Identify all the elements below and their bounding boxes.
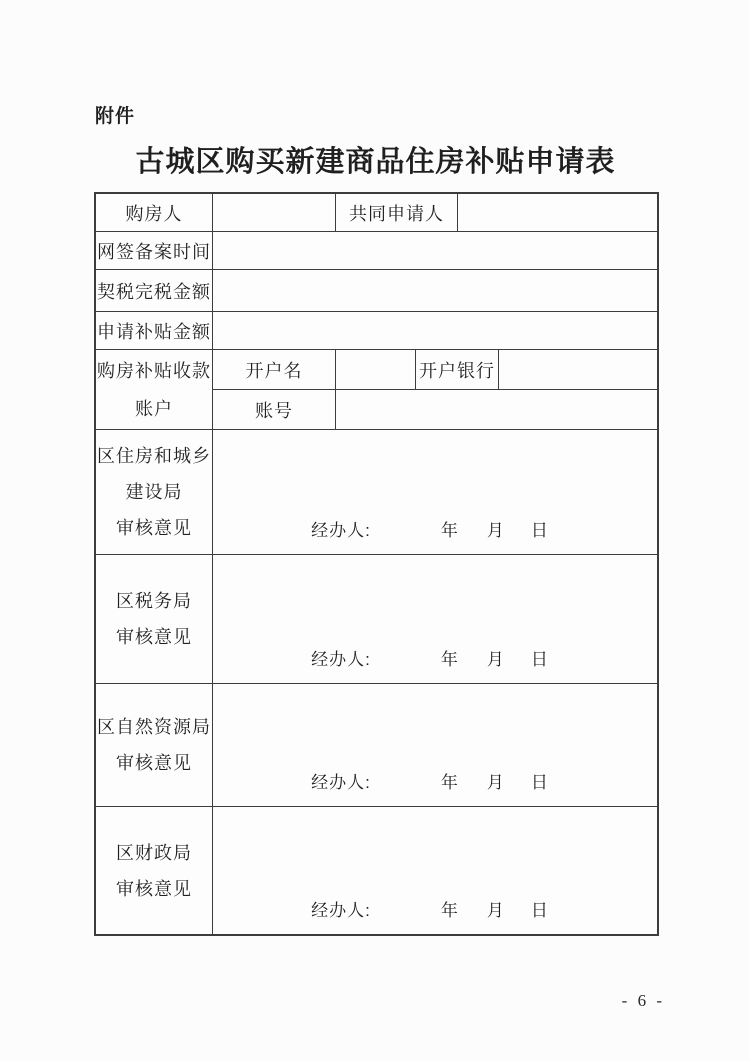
date-year-label: 年	[440, 901, 459, 920]
handler-date-line	[311, 768, 553, 793]
tax-bureau-review-label	[96, 555, 213, 683]
subsidy-amount-label: 申请补贴金额	[96, 312, 213, 349]
handler-date-line	[311, 645, 553, 670]
deed-tax-amount-value-cell	[213, 270, 657, 311]
handler-label: 经办人:	[311, 901, 371, 920]
co-applicant-value-cell	[458, 194, 657, 231]
review-label-line: 区自然资源局	[97, 717, 211, 737]
row-buyer	[96, 194, 657, 232]
buyer-value-cell	[213, 194, 336, 231]
handler-label: 经办人:	[311, 650, 371, 669]
review-label-line: 区住房和城乡	[97, 446, 211, 466]
date-day-label: 日	[530, 650, 549, 669]
subsidy-application-table	[94, 192, 659, 936]
review-label-line: 审核意见	[116, 518, 192, 538]
date-month-label: 月	[486, 901, 505, 920]
bank-value-cell	[499, 350, 657, 390]
review-label-line: 审核意见	[116, 878, 192, 899]
review-row-housing-bureau	[96, 430, 657, 555]
natural-resources-bureau-opinion-area	[213, 684, 657, 806]
date-month-label: 月	[486, 650, 505, 669]
finance-bureau-review-label	[96, 807, 213, 934]
review-label-line: 区税务局	[116, 591, 192, 611]
housing-bureau-opinion-area	[213, 430, 657, 554]
bank-label: 开户银行	[416, 350, 499, 390]
subrow-account-number	[213, 390, 657, 430]
account-number-value-cell	[336, 390, 657, 430]
deed-tax-amount-label: 契税完税金额	[96, 270, 213, 311]
row-deed-tax-amount	[96, 270, 657, 312]
date-day-label: 日	[530, 901, 549, 920]
review-row-tax-bureau	[96, 555, 657, 684]
account-name-label: 开户名	[213, 350, 336, 390]
date-day-label: 日	[530, 773, 549, 792]
subrow-account-name-bank	[213, 350, 657, 390]
review-row-natural-resources-bureau	[96, 684, 657, 807]
row-receiving-account	[96, 350, 657, 430]
finance-bureau-opinion-area	[213, 807, 657, 934]
date-year-label: 年	[440, 521, 459, 540]
receiving-account-label	[96, 350, 213, 429]
date-month-label: 月	[486, 773, 505, 792]
date-day-label: 日	[530, 521, 549, 540]
account-number-label: 账号	[213, 390, 336, 430]
account-name-value-cell	[336, 350, 416, 390]
tax-bureau-opinion-area	[213, 555, 657, 683]
row-online-sign-time	[96, 232, 657, 270]
date-month-label: 月	[486, 521, 505, 540]
handler-label: 经办人:	[311, 521, 371, 540]
online-sign-time-label: 网签备案时间	[96, 232, 213, 269]
row-subsidy-amount	[96, 312, 657, 350]
buyer-label: 购房人	[96, 194, 213, 231]
form-title: 古城区购买新建商品住房补贴申请表	[135, 146, 616, 178]
online-sign-time-value-cell	[213, 232, 657, 269]
handler-date-line	[311, 896, 553, 921]
handler-label: 经办人:	[311, 773, 371, 792]
review-label-line: 建设局	[125, 482, 183, 502]
attachment-label: 附件	[95, 106, 136, 127]
page-number: - 6 -	[621, 991, 665, 1010]
review-row-finance-bureau	[96, 807, 657, 934]
receiving-account-label-line2: 账户	[135, 398, 173, 419]
subsidy-amount-value-cell	[213, 312, 657, 349]
review-label-line: 区财政局	[116, 842, 192, 863]
review-label-line: 审核意见	[116, 753, 192, 773]
review-label-line: 审核意见	[116, 627, 192, 647]
receiving-account-label-line1: 购房补贴收款	[97, 360, 211, 381]
date-year-label: 年	[440, 773, 459, 792]
co-applicant-label: 共同申请人	[336, 194, 458, 231]
receiving-account-fields	[213, 350, 657, 429]
natural-resources-bureau-review-label	[96, 684, 213, 806]
handler-date-line	[311, 516, 553, 541]
housing-bureau-review-label	[96, 430, 213, 554]
date-year-label: 年	[440, 650, 459, 669]
